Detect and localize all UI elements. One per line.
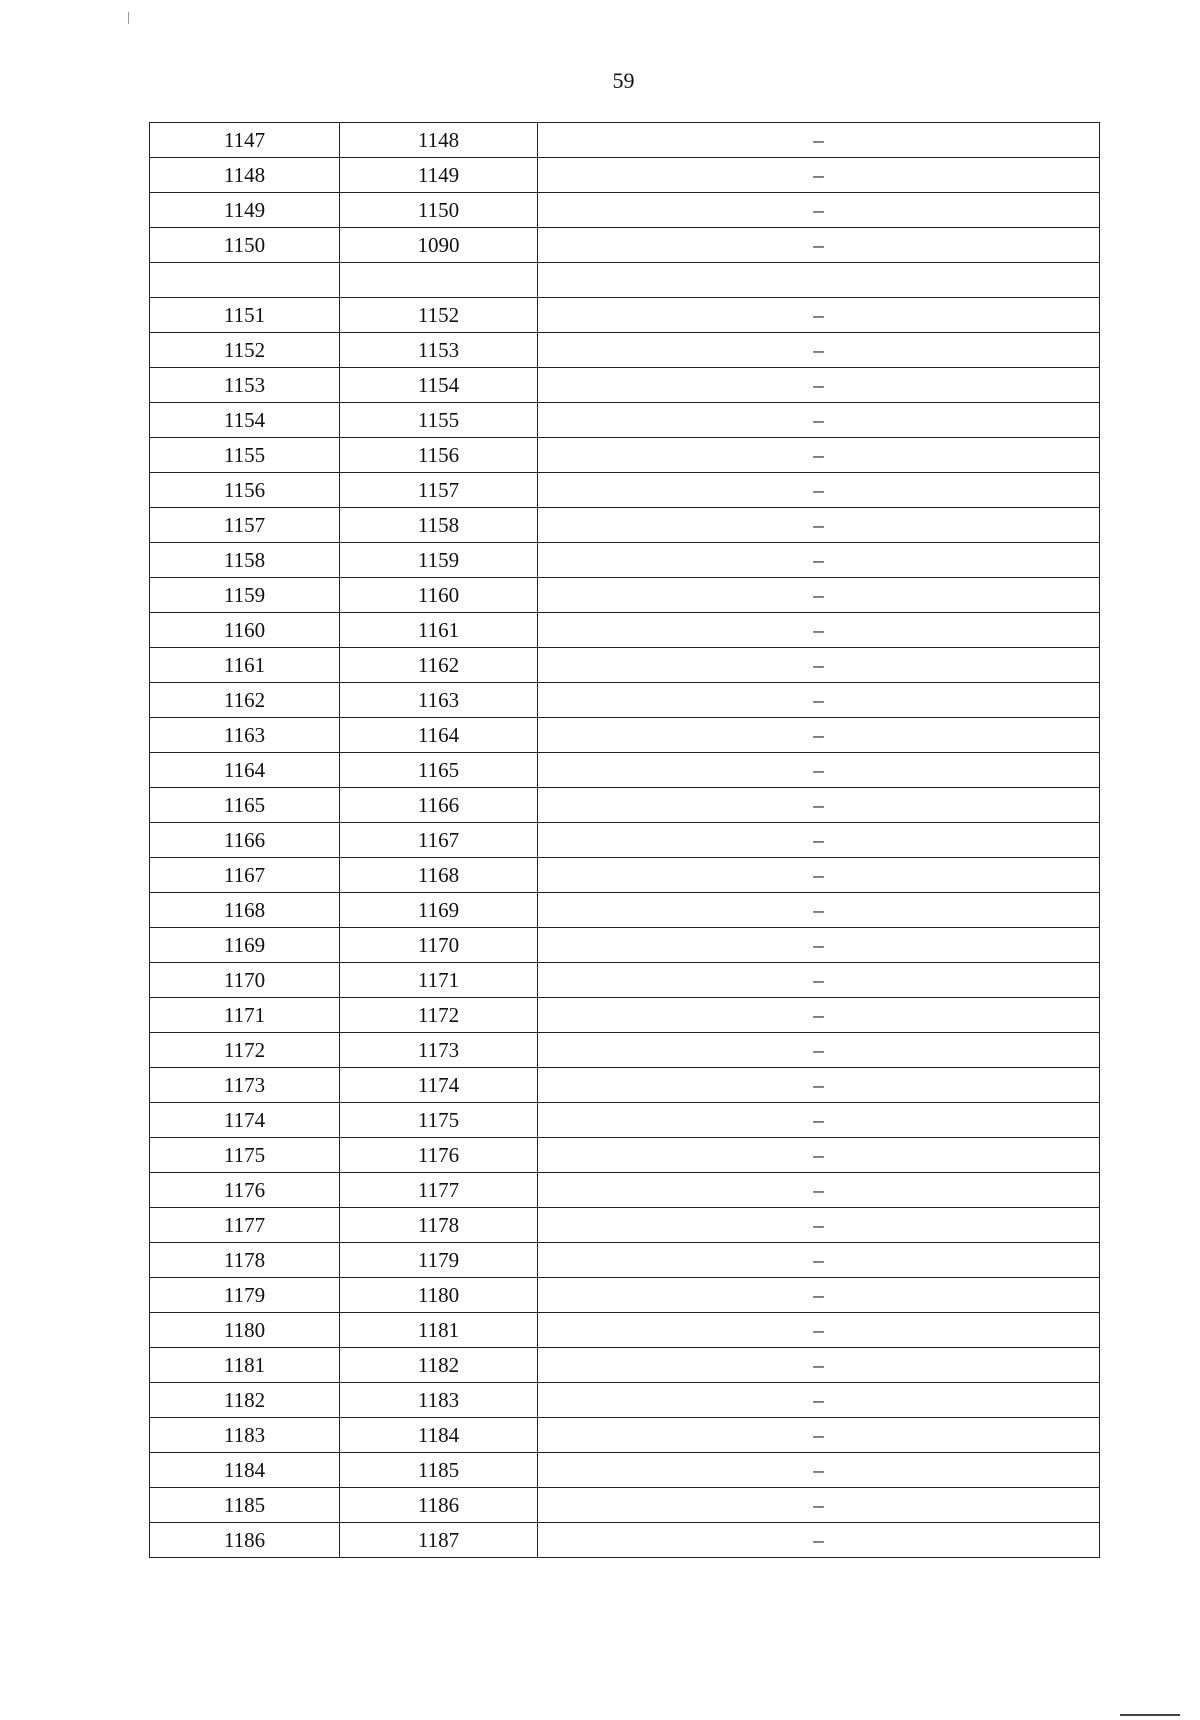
from-number-cell: 1152 <box>150 333 340 368</box>
dash-cell: – <box>538 1208 1100 1243</box>
table-row <box>150 1418 1100 1453</box>
from-number-cell: 1183 <box>150 1418 340 1453</box>
table-row <box>150 613 1100 648</box>
to-number-cell: 1148 <box>340 123 538 158</box>
dash-cell: – <box>538 1523 1100 1558</box>
dash-cell <box>538 263 1100 298</box>
table-row <box>150 543 1100 578</box>
from-number-cell: 1177 <box>150 1208 340 1243</box>
table-row <box>150 1383 1100 1418</box>
from-number-cell: 1173 <box>150 1068 340 1103</box>
to-number-cell: 1171 <box>340 963 538 998</box>
to-number-cell: 1162 <box>340 648 538 683</box>
to-number-cell: 1170 <box>340 928 538 963</box>
to-number-cell: 1180 <box>340 1278 538 1313</box>
dash-cell: – <box>538 1033 1100 1068</box>
table-row <box>150 298 1100 333</box>
dash-cell: – <box>538 718 1100 753</box>
table-row <box>150 1103 1100 1138</box>
to-number-cell: 1185 <box>340 1453 538 1488</box>
table-row <box>150 928 1100 963</box>
dash-cell: – <box>538 473 1100 508</box>
from-number-cell: 1154 <box>150 403 340 438</box>
dash-cell: – <box>538 403 1100 438</box>
dash-cell: – <box>538 1173 1100 1208</box>
to-number-cell: 1169 <box>340 893 538 928</box>
table-row <box>150 963 1100 998</box>
dash-cell: – <box>538 508 1100 543</box>
table-row <box>150 578 1100 613</box>
dash-cell: – <box>538 613 1100 648</box>
table-row <box>150 718 1100 753</box>
from-number-cell: 1180 <box>150 1313 340 1348</box>
dash-cell: – <box>538 368 1100 403</box>
to-number-cell: 1165 <box>340 753 538 788</box>
from-number-cell: 1153 <box>150 368 340 403</box>
dash-cell: – <box>538 193 1100 228</box>
from-number-cell: 1159 <box>150 578 340 613</box>
dash-cell: – <box>538 648 1100 683</box>
dash-cell: – <box>538 928 1100 963</box>
to-number-cell: 1177 <box>340 1173 538 1208</box>
table-row <box>150 473 1100 508</box>
table-row <box>150 1278 1100 1313</box>
to-number-cell: 1159 <box>340 543 538 578</box>
table-row <box>150 1173 1100 1208</box>
dash-cell: – <box>538 123 1100 158</box>
table-row <box>150 193 1100 228</box>
from-number-cell <box>150 263 340 298</box>
table-row <box>150 648 1100 683</box>
to-number-cell: 1149 <box>340 158 538 193</box>
table-row <box>150 1523 1100 1558</box>
dash-cell: – <box>538 893 1100 928</box>
dash-cell: – <box>538 1453 1100 1488</box>
to-number-cell: 1186 <box>340 1488 538 1523</box>
from-number-cell: 1163 <box>150 718 340 753</box>
table-row <box>150 788 1100 823</box>
dash-cell: – <box>538 1488 1100 1523</box>
table-row <box>150 123 1100 158</box>
to-number-cell: 1172 <box>340 998 538 1033</box>
to-number-cell: 1161 <box>340 613 538 648</box>
dash-cell: – <box>538 858 1100 893</box>
table-row <box>150 1138 1100 1173</box>
scan-corner-mark <box>1120 1714 1180 1716</box>
dash-cell: – <box>538 823 1100 858</box>
from-number-cell: 1155 <box>150 438 340 473</box>
table-row <box>150 333 1100 368</box>
document-table <box>149 122 1100 1558</box>
to-number-cell: 1155 <box>340 403 538 438</box>
to-number-cell: 1156 <box>340 438 538 473</box>
from-number-cell: 1170 <box>150 963 340 998</box>
to-number-cell: 1175 <box>340 1103 538 1138</box>
table-row <box>150 858 1100 893</box>
dash-cell: – <box>538 543 1100 578</box>
to-number-cell: 1184 <box>340 1418 538 1453</box>
to-number-cell: 1163 <box>340 683 538 718</box>
to-number-cell: 1158 <box>340 508 538 543</box>
table-row <box>150 1068 1100 1103</box>
table-row <box>150 228 1100 263</box>
dash-cell: – <box>538 1243 1100 1278</box>
to-number-cell: 1153 <box>340 333 538 368</box>
from-number-cell: 1151 <box>150 298 340 333</box>
to-number-cell <box>340 263 538 298</box>
table-row <box>150 823 1100 858</box>
page-number: 59 <box>612 68 635 93</box>
from-number-cell: 1176 <box>150 1173 340 1208</box>
to-number-cell: 1152 <box>340 298 538 333</box>
from-number-cell: 1175 <box>150 1138 340 1173</box>
dash-cell: – <box>538 1348 1100 1383</box>
to-number-cell: 1166 <box>340 788 538 823</box>
table-row <box>150 893 1100 928</box>
dash-cell: – <box>538 298 1100 333</box>
table-row <box>150 683 1100 718</box>
table-row <box>150 438 1100 473</box>
to-number-cell: 1157 <box>340 473 538 508</box>
from-number-cell: 1184 <box>150 1453 340 1488</box>
to-number-cell: 1183 <box>340 1383 538 1418</box>
document-table-container <box>149 122 1099 1558</box>
to-number-cell: 1154 <box>340 368 538 403</box>
to-number-cell: 1160 <box>340 578 538 613</box>
table-row <box>150 1488 1100 1523</box>
table-row <box>150 1243 1100 1278</box>
scan-edge-mark <box>128 12 129 24</box>
dash-cell: – <box>538 1278 1100 1313</box>
to-number-cell: 1178 <box>340 1208 538 1243</box>
to-number-cell: 1090 <box>340 228 538 263</box>
from-number-cell: 1156 <box>150 473 340 508</box>
dash-cell: – <box>538 1068 1100 1103</box>
from-number-cell: 1172 <box>150 1033 340 1068</box>
dash-cell: – <box>538 753 1100 788</box>
from-number-cell: 1147 <box>150 123 340 158</box>
dash-cell: – <box>538 1383 1100 1418</box>
from-number-cell: 1165 <box>150 788 340 823</box>
dash-cell: – <box>538 788 1100 823</box>
from-number-cell: 1157 <box>150 508 340 543</box>
dash-cell: – <box>538 1103 1100 1138</box>
from-number-cell: 1150 <box>150 228 340 263</box>
table-body <box>150 123 1100 1558</box>
table-row <box>150 158 1100 193</box>
table-row <box>150 368 1100 403</box>
dash-cell: – <box>538 998 1100 1033</box>
to-number-cell: 1164 <box>340 718 538 753</box>
from-number-cell: 1166 <box>150 823 340 858</box>
from-number-cell: 1164 <box>150 753 340 788</box>
from-number-cell: 1182 <box>150 1383 340 1418</box>
from-number-cell: 1148 <box>150 158 340 193</box>
from-number-cell: 1158 <box>150 543 340 578</box>
dash-cell: – <box>538 963 1100 998</box>
from-number-cell: 1167 <box>150 858 340 893</box>
from-number-cell: 1185 <box>150 1488 340 1523</box>
table-row <box>150 1208 1100 1243</box>
from-number-cell: 1179 <box>150 1278 340 1313</box>
to-number-cell: 1176 <box>340 1138 538 1173</box>
from-number-cell: 1168 <box>150 893 340 928</box>
from-number-cell: 1186 <box>150 1523 340 1558</box>
to-number-cell: 1187 <box>340 1523 538 1558</box>
to-number-cell: 1174 <box>340 1068 538 1103</box>
table-row <box>150 403 1100 438</box>
to-number-cell: 1181 <box>340 1313 538 1348</box>
to-number-cell: 1182 <box>340 1348 538 1383</box>
from-number-cell: 1169 <box>150 928 340 963</box>
table-row <box>150 508 1100 543</box>
dash-cell: – <box>538 1138 1100 1173</box>
dash-cell: – <box>538 438 1100 473</box>
to-number-cell: 1167 <box>340 823 538 858</box>
table-row <box>150 1348 1100 1383</box>
to-number-cell: 1179 <box>340 1243 538 1278</box>
table-row <box>150 1453 1100 1488</box>
dash-cell: – <box>538 158 1100 193</box>
table-row <box>150 1313 1100 1348</box>
dash-cell: – <box>538 1418 1100 1453</box>
from-number-cell: 1178 <box>150 1243 340 1278</box>
table-row <box>150 753 1100 788</box>
table-row <box>150 1033 1100 1068</box>
dash-cell: – <box>538 1313 1100 1348</box>
table-row <box>150 263 1100 298</box>
dash-cell: – <box>538 683 1100 718</box>
to-number-cell: 1150 <box>340 193 538 228</box>
from-number-cell: 1181 <box>150 1348 340 1383</box>
to-number-cell: 1168 <box>340 858 538 893</box>
from-number-cell: 1161 <box>150 648 340 683</box>
dash-cell: – <box>538 333 1100 368</box>
from-number-cell: 1171 <box>150 998 340 1033</box>
to-number-cell: 1173 <box>340 1033 538 1068</box>
dash-cell: – <box>538 228 1100 263</box>
dash-cell: – <box>538 578 1100 613</box>
table-row <box>150 998 1100 1033</box>
from-number-cell: 1160 <box>150 613 340 648</box>
from-number-cell: 1162 <box>150 683 340 718</box>
from-number-cell: 1149 <box>150 193 340 228</box>
from-number-cell: 1174 <box>150 1103 340 1138</box>
